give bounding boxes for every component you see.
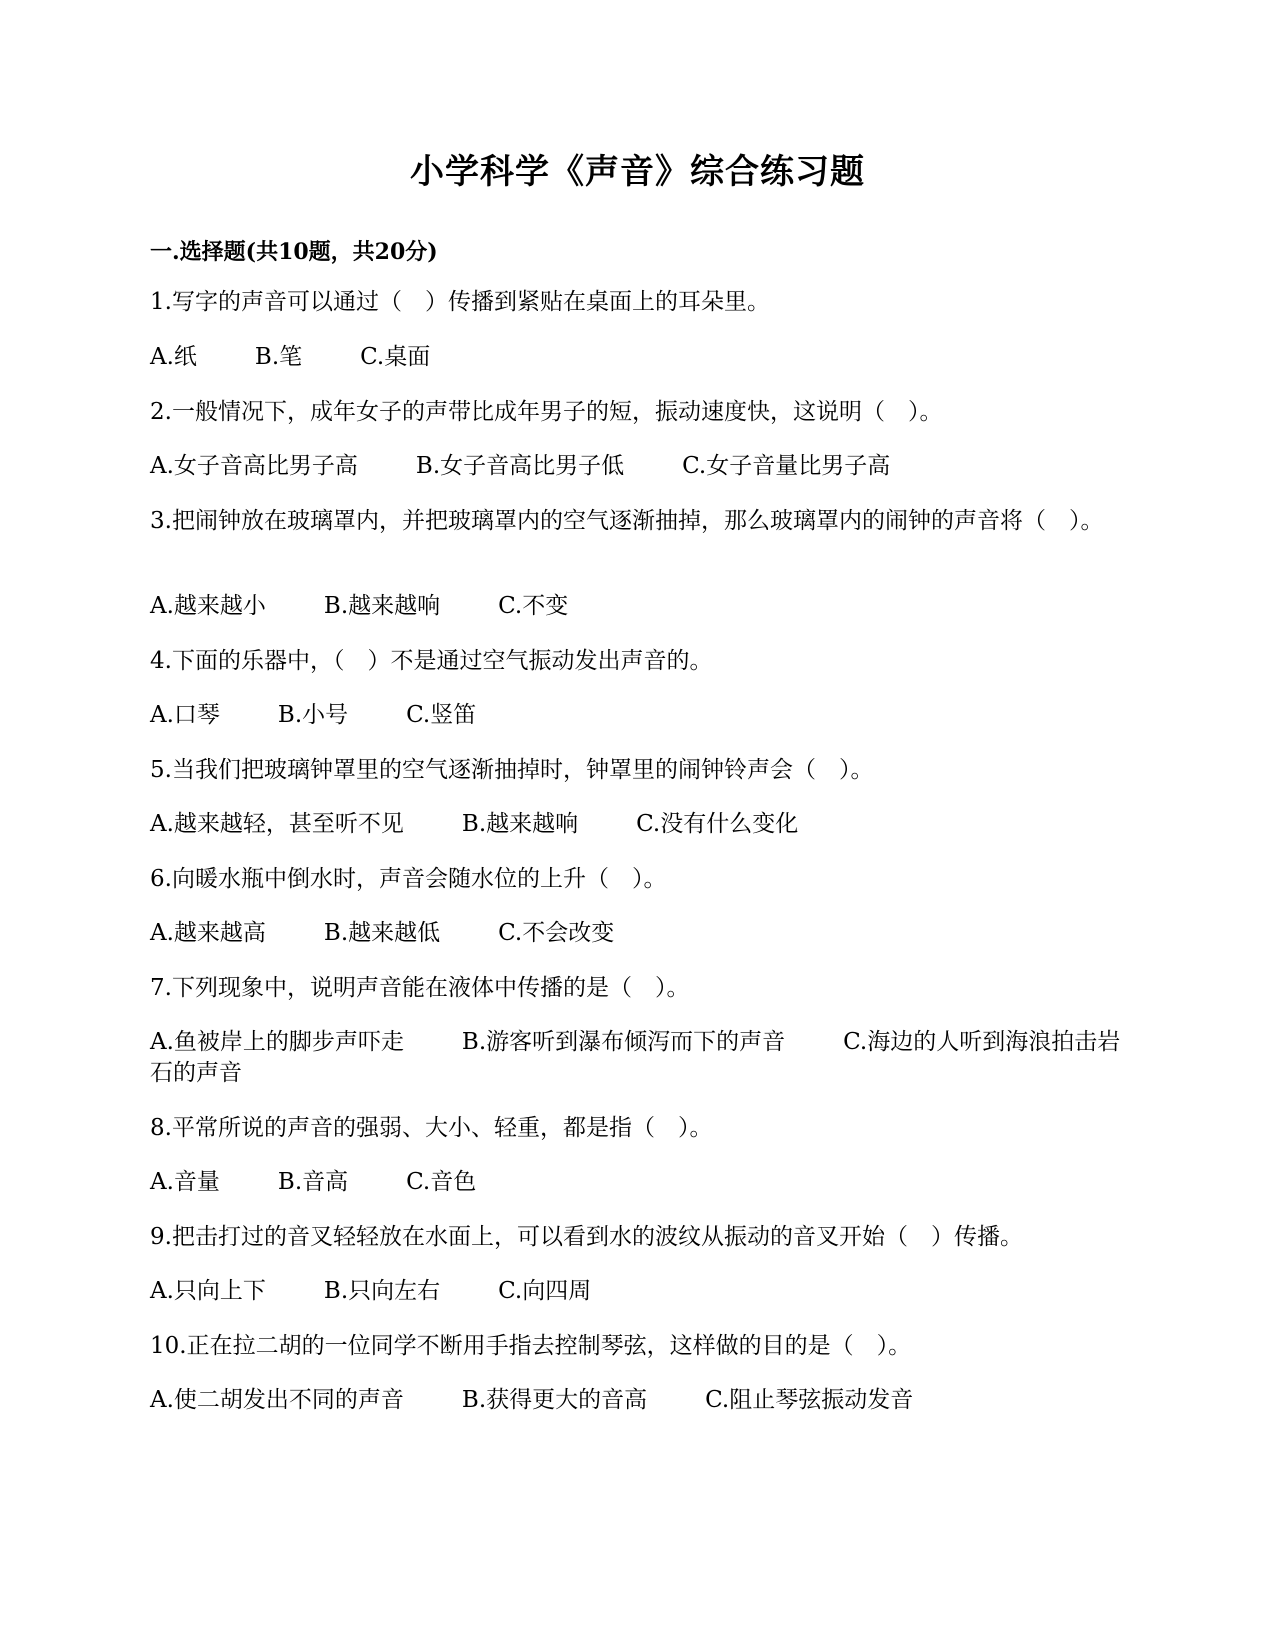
question-10-options [150, 1385, 1125, 1416]
option-c: C.女子音量比男子高 [682, 453, 891, 479]
question-8-options [150, 1167, 1125, 1198]
option-c: C.不会改变 [498, 920, 615, 946]
option-b: B.笔 [254, 344, 303, 370]
option-b: B.越来越响 [461, 811, 579, 837]
option-a: A.纸 [150, 344, 197, 370]
question-6-options [150, 918, 1125, 949]
question-8-stem: 8.平常所说的声音的强弱、大小、轻重，都是指（ ）。 [150, 1115, 713, 1141]
question-7-stem: 7.下列现象中，说明声音能在液体中传播的是（ ）。 [150, 975, 690, 1001]
section-heading: 一.选择题(共10题，共20分) [150, 239, 438, 265]
question-3-stem: 3.把闹钟放在玻璃罩内，并把玻璃罩内的空气逐渐抽掉，那么玻璃罩内的闹钟的声音将（ ）。 [150, 508, 1104, 534]
option-b: B.只向左右 [323, 1278, 441, 1304]
question-9-stem: 9.把击打过的音叉轻轻放在水面上，可以看到水的波纹从振动的音叉开始（ ）传播。 [150, 1224, 1023, 1250]
option-a: A.越来越高 [150, 920, 266, 946]
question-4-stem: 4.下面的乐器中，（ ）不是通过空气振动发出声音的。 [150, 648, 713, 674]
option-c: C.向四周 [498, 1278, 592, 1304]
option-a: A.越来越轻，甚至听不见 [150, 811, 404, 837]
option-c: C.音色 [406, 1169, 477, 1195]
option-b: B.越来越低 [323, 920, 441, 946]
question-5-options [150, 809, 1125, 840]
question-6-stem: 6.向暖水瓶中倒水时，声音会随水位的上升（ ）。 [150, 866, 667, 892]
question-2-options [150, 451, 1125, 482]
option-a: A.女子音高比男子高 [150, 453, 358, 479]
question-9-options [150, 1276, 1125, 1307]
option-b: B.游客听到瀑布倾泻而下的声音 [461, 1029, 786, 1055]
question-1-options [150, 342, 1125, 373]
option-a: A.鱼被岸上的脚步声吓走 [150, 1029, 404, 1055]
question-5-stem: 5.当我们把玻璃钟罩里的空气逐渐抽掉时，钟罩里的闹钟铃声会（ ）。 [150, 757, 874, 783]
question-2-stem: 2.一般情况下，成年女子的声带比成年男子的短，振动速度快，这说明（ ）。 [150, 399, 943, 425]
option-a: A.越来越小 [150, 593, 266, 619]
option-b: B.越来越响 [323, 593, 441, 619]
option-c: C.阻止琴弦振动发音 [705, 1387, 914, 1413]
option-c: C.桌面 [360, 344, 431, 370]
option-a: A.使二胡发出不同的声音 [150, 1387, 404, 1413]
page-title: 小学科学《声音》综合练习题 [410, 152, 865, 192]
question-7-options [150, 1027, 1125, 1089]
option-c: C.竖笛 [406, 702, 477, 728]
option-b: B.小号 [277, 702, 349, 728]
option-a: A.音量 [150, 1169, 220, 1195]
question-3-options [150, 591, 1125, 622]
option-b: B.获得更大的音高 [461, 1387, 648, 1413]
option-c: C.没有什么变化 [636, 811, 799, 837]
option-a: A.口琴 [150, 702, 220, 728]
question-1-stem: 1.写字的声音可以通过（ ）传播到紧贴在桌面上的耳朵里。 [150, 289, 770, 315]
option-c: C.海边的人听到海浪拍击岩石的声音 [150, 1029, 1121, 1086]
option-b: B.女子音高比男子低 [415, 453, 625, 479]
question-10-stem: 10.正在拉二胡的一位同学不断用手指去控制琴弦，这样做的目的是（ ）。 [150, 1333, 912, 1359]
option-b: B.音高 [277, 1169, 349, 1195]
option-a: A.只向上下 [150, 1278, 266, 1304]
option-c: C.不变 [498, 593, 569, 619]
question-4-options [150, 700, 1125, 731]
